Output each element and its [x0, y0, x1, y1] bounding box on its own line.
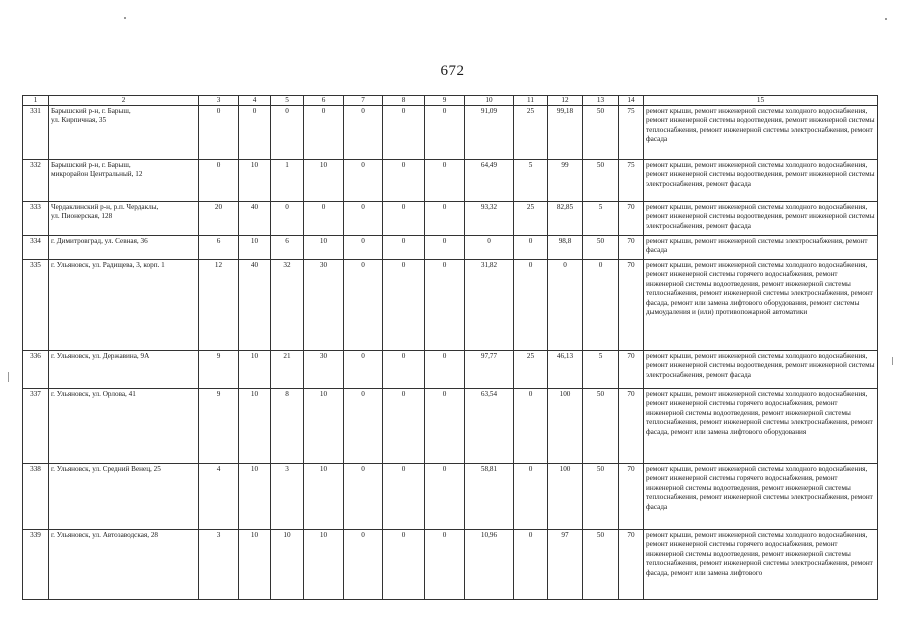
row-value: 6 — [199, 236, 239, 260]
row-works: ремонт крыши, ремонт инженерной системы холодного водоснабжения, ремонт инженерной системы горячего водоснабжения, ремонт инженерной системы водоотведения, ремонт инженерной системы теплоснабжения, ремонт инженерной системы электроснабжения, ремонт фасада, ремонт или замена лифтового — [644, 530, 878, 600]
row-value: 0 — [548, 260, 583, 351]
row-value: 0 — [383, 260, 425, 351]
address-line: г. Ульяновск, ул. Орлова, 41 — [51, 390, 136, 398]
address-line: ул. Пионерская, 128 — [51, 212, 113, 221]
address-line: г. Димитровград, ул. Севная, 36 — [51, 237, 148, 245]
column-header: 9 — [425, 96, 465, 106]
row-value: 50 — [583, 106, 619, 160]
row-address — [49, 530, 199, 600]
table-row — [23, 202, 878, 236]
row-value: 25 — [514, 202, 548, 236]
row-works: ремонт крыши, ремонт инженерной системы холодного водоснабжения, ремонт инженерной системы водоотведения, ремонт инженерной системы электроснабжения, ремонт фасада — [644, 202, 878, 236]
scan-speck — [124, 17, 126, 19]
column-header: 11 — [514, 96, 548, 106]
column-header: 14 — [619, 96, 644, 106]
row-value: 0 — [199, 160, 239, 202]
row-value: 0 — [271, 202, 304, 236]
row-value: 46,13 — [548, 351, 583, 389]
row-value: 50 — [583, 389, 619, 464]
row-value: 70 — [619, 389, 644, 464]
row-value: 97 — [548, 530, 583, 600]
row-value: 4 — [199, 464, 239, 530]
row-value: 70 — [619, 351, 644, 389]
row-value: 0 — [425, 351, 465, 389]
row-value: 0 — [344, 202, 383, 236]
row-value: 3 — [271, 464, 304, 530]
row-value: 100 — [548, 389, 583, 464]
row-value: 5 — [514, 160, 548, 202]
row-value: 0 — [344, 160, 383, 202]
row-value: 75 — [619, 160, 644, 202]
column-header: 5 — [271, 96, 304, 106]
row-value: 0 — [304, 202, 344, 236]
column-header: 12 — [548, 96, 583, 106]
row-value: 70 — [619, 202, 644, 236]
row-value: 8 — [271, 389, 304, 464]
row-value: 0 — [425, 106, 465, 160]
row-value: 3 — [199, 530, 239, 600]
row-works: ремонт крыши, ремонт инженерной системы холодного водоснабжения, ремонт инженерной системы горячего водоснабжения, ремонт инженерной системы водоотведения, ремонт инженерной системы теплоснабжения, ремонт инженерной системы электроснабжения, ремонт фасада, ремонт или замена лифтового оборудования — [644, 389, 878, 464]
row-value: 10 — [304, 160, 344, 202]
row-id: 336 — [23, 351, 49, 389]
table-row — [23, 464, 878, 530]
row-value: 50 — [583, 160, 619, 202]
address-line: г. Ульяновск, ул. Державина, 9А — [51, 352, 150, 360]
table-row — [23, 389, 878, 464]
row-address — [49, 260, 199, 351]
row-value: 9 — [199, 389, 239, 464]
row-value: 100 — [548, 464, 583, 530]
row-value: 0 — [425, 530, 465, 600]
row-value: 0 — [425, 202, 465, 236]
row-value: 5 — [583, 202, 619, 236]
row-value: 63,54 — [465, 389, 514, 464]
row-id: 333 — [23, 202, 49, 236]
row-value: 10 — [239, 351, 271, 389]
row-value: 0 — [514, 464, 548, 530]
row-value: 0 — [465, 236, 514, 260]
row-value: 0 — [344, 389, 383, 464]
row-value: 0 — [514, 530, 548, 600]
row-value: 70 — [619, 530, 644, 600]
row-value: 0 — [344, 464, 383, 530]
row-address — [49, 351, 199, 389]
row-value: 10 — [304, 389, 344, 464]
row-value: 0 — [383, 106, 425, 160]
row-value: 99 — [548, 160, 583, 202]
row-works: ремонт крыши, ремонт инженерной системы холодного водоснабжения, ремонт инженерной системы водоотведения, ремонт инженерной системы электроснабжения, ремонт фасада — [644, 160, 878, 202]
row-works: ремонт крыши, ремонт инженерной системы холодного водоснабжения, ремонт инженерной системы горячего водоснабжения, ремонт инженерной системы водоотведения, ремонт инженерной системы теплоснабжения, ремонт инженерной системы электроснабжения, ремонт фасада — [644, 464, 878, 530]
table-row — [23, 160, 878, 202]
row-value: 0 — [383, 202, 425, 236]
row-value: 70 — [619, 236, 644, 260]
row-address — [49, 389, 199, 464]
column-header: 3 — [199, 96, 239, 106]
row-value: 64,49 — [465, 160, 514, 202]
row-value: 0 — [383, 351, 425, 389]
row-value: 97,77 — [465, 351, 514, 389]
column-header: 10 — [465, 96, 514, 106]
registry-table — [22, 95, 878, 600]
row-value: 20 — [199, 202, 239, 236]
row-value: 12 — [199, 260, 239, 351]
row-value: 50 — [583, 464, 619, 530]
address-line: Барышский р-н, г. Барыш, — [51, 107, 131, 115]
scan-edge-mark — [8, 372, 9, 382]
row-value: 10 — [239, 160, 271, 202]
row-value: 91,09 — [465, 106, 514, 160]
row-value: 82,85 — [548, 202, 583, 236]
page-number: 672 — [440, 63, 465, 79]
row-value: 21 — [271, 351, 304, 389]
column-header: 13 — [583, 96, 619, 106]
row-value: 70 — [619, 260, 644, 351]
row-address — [49, 106, 199, 160]
row-value: 25 — [514, 106, 548, 160]
row-works: ремонт крыши, ремонт инженерной системы холодного водоснабжения, ремонт инженерной системы горячего водоснабжения, ремонт инженерной системы водоотведения, ремонт инженерной системы теплоснабжения, ремонт инженерной системы электроснабжения, ремонт фасада, ремонт или замена лифтового оборудования, ремонт системы дымоудаления и (или) противопожарной автоматики — [644, 260, 878, 351]
row-works: ремонт крыши, ремонт инженерной системы холодного водоснабжения, ремонт инженерной системы водоотведения, ремонт инженерной системы электроснабжения, ремонт фасада — [644, 351, 878, 389]
column-header: 6 — [304, 96, 344, 106]
row-value: 0 — [383, 530, 425, 600]
row-value: 10 — [304, 530, 344, 600]
column-header: 1 — [23, 96, 49, 106]
row-value: 0 — [383, 160, 425, 202]
address-line: г. Ульяновск, ул. Средний Венец, 25 — [51, 465, 161, 473]
scan-edge-mark — [892, 357, 893, 365]
row-value: 0 — [514, 236, 548, 260]
address-line: г. Ульяновск, ул. Радищева, 3, корп. 1 — [51, 261, 165, 269]
row-value: 0 — [425, 236, 465, 260]
row-value: 10 — [304, 236, 344, 260]
row-value: 0 — [271, 106, 304, 160]
row-value: 10 — [239, 530, 271, 600]
row-value: 0 — [344, 351, 383, 389]
row-value: 0 — [344, 530, 383, 600]
table-row — [23, 260, 878, 351]
row-address — [49, 202, 199, 236]
row-id: 338 — [23, 464, 49, 530]
address-line: г. Ульяновск, ул. Автозаводская, 28 — [51, 531, 159, 539]
row-value: 9 — [199, 351, 239, 389]
row-value: 50 — [583, 236, 619, 260]
row-value: 25 — [514, 351, 548, 389]
row-value: 10 — [239, 464, 271, 530]
row-id: 331 — [23, 106, 49, 160]
row-value: 0 — [425, 389, 465, 464]
row-value: 10 — [239, 389, 271, 464]
row-value: 93,32 — [465, 202, 514, 236]
header-row — [23, 96, 878, 106]
row-address — [49, 464, 199, 530]
table-row — [23, 106, 878, 160]
row-value: 31,82 — [465, 260, 514, 351]
row-id: 335 — [23, 260, 49, 351]
row-value: 0 — [383, 464, 425, 530]
address-line: Барышский р-н, г. Барыш, — [51, 161, 131, 169]
row-value: 40 — [239, 260, 271, 351]
row-value: 0 — [514, 260, 548, 351]
row-value: 10 — [271, 530, 304, 600]
row-value: 0 — [304, 106, 344, 160]
row-value: 0 — [583, 260, 619, 351]
table-row — [23, 236, 878, 260]
row-value: 0 — [425, 160, 465, 202]
row-value: 0 — [199, 106, 239, 160]
column-header: 7 — [344, 96, 383, 106]
row-value: 0 — [344, 106, 383, 160]
address-line: ул. Кирпичная, 35 — [51, 116, 107, 125]
scan-speck — [885, 18, 887, 20]
row-id: 334 — [23, 236, 49, 260]
address-line: микрорайон Центральный, 12 — [51, 170, 143, 179]
table-row — [23, 351, 878, 389]
row-value: 10 — [304, 464, 344, 530]
row-value: 0 — [514, 389, 548, 464]
row-value: 50 — [583, 530, 619, 600]
table-row — [23, 530, 878, 600]
row-works: ремонт крыши, ремонт инженерной системы холодного водоснабжения, ремонт инженерной системы водоотведения, ремонт инженерной системы теплоснабжения, ремонт инженерной системы электроснабжения, ремонт фасада — [644, 106, 878, 160]
column-header: 8 — [383, 96, 425, 106]
row-value: 0 — [344, 260, 383, 351]
row-value: 5 — [583, 351, 619, 389]
row-value: 32 — [271, 260, 304, 351]
row-address — [49, 236, 199, 260]
row-value: 30 — [304, 351, 344, 389]
column-header: 2 — [49, 96, 199, 106]
row-value: 0 — [383, 236, 425, 260]
column-header: 15 — [644, 96, 878, 106]
row-value: 30 — [304, 260, 344, 351]
row-value: 58,81 — [465, 464, 514, 530]
row-value: 0 — [425, 464, 465, 530]
row-works: ремонт крыши, ремонт инженерной системы электроснабжения, ремонт фасада — [644, 236, 878, 260]
row-value: 40 — [239, 202, 271, 236]
row-value: 0 — [383, 389, 425, 464]
row-value: 98,8 — [548, 236, 583, 260]
row-value: 6 — [271, 236, 304, 260]
row-value: 75 — [619, 106, 644, 160]
row-value: 10,96 — [465, 530, 514, 600]
row-id: 339 — [23, 530, 49, 600]
row-value: 0 — [425, 260, 465, 351]
address-line: Чердаклинский р-н, р.п. Чердаклы, — [51, 203, 159, 211]
row-value: 0 — [239, 106, 271, 160]
row-value: 0 — [344, 236, 383, 260]
row-address — [49, 160, 199, 202]
row-value: 10 — [239, 236, 271, 260]
row-value: 99,18 — [548, 106, 583, 160]
row-id: 337 — [23, 389, 49, 464]
row-value: 1 — [271, 160, 304, 202]
row-id: 332 — [23, 160, 49, 202]
column-header: 4 — [239, 96, 271, 106]
row-value: 70 — [619, 464, 644, 530]
